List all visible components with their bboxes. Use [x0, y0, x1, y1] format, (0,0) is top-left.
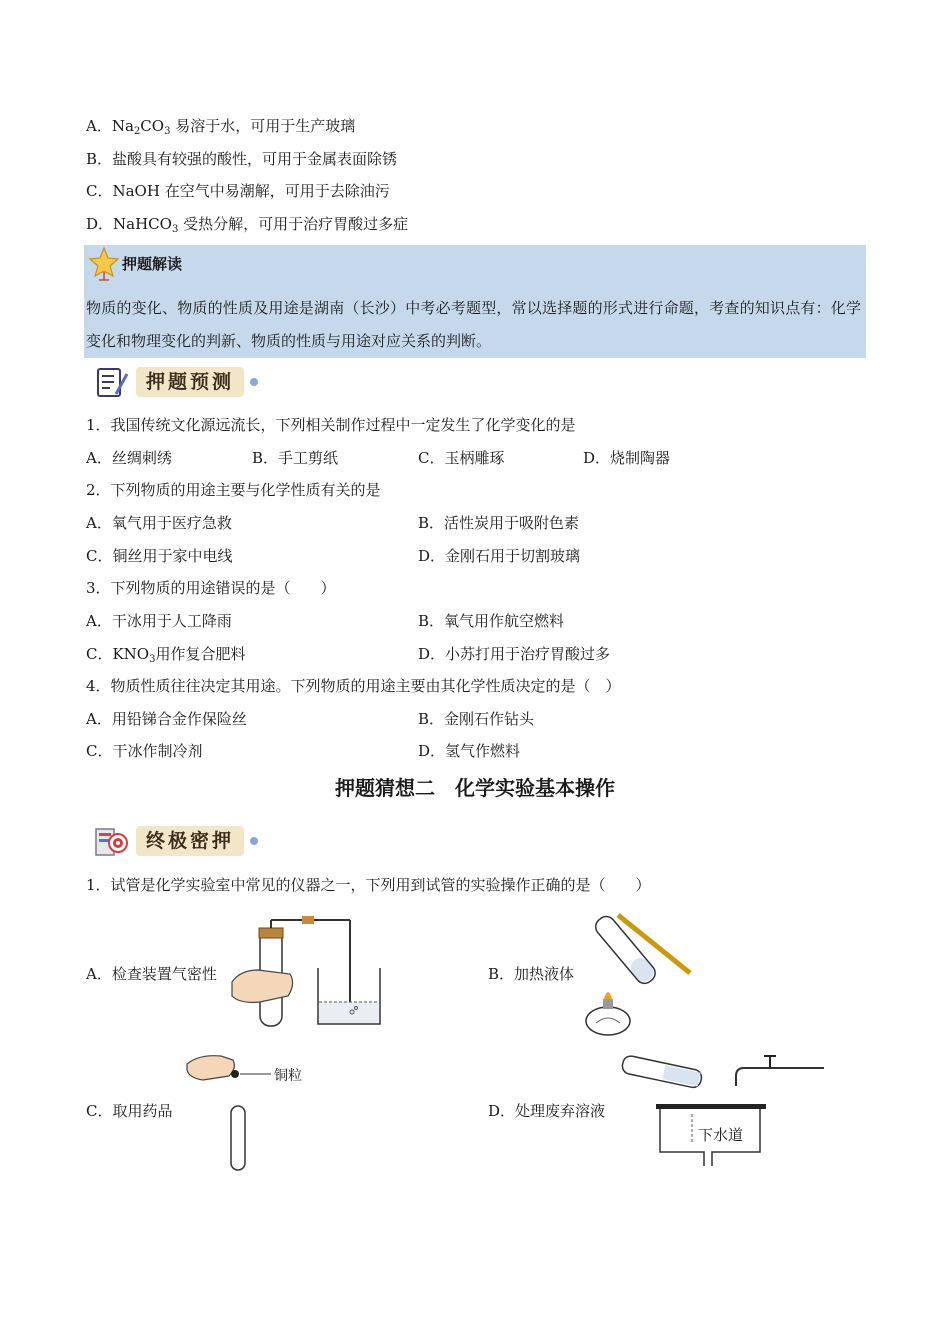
option-a-na2co3: A．$Na_2CO_3$ 易溶于水，可用于生产玻璃 [86, 117, 356, 137]
q4-option-c: C．干冰作制冷剂 [86, 742, 203, 760]
q1-option-a: A．丝绸刺绣 [86, 449, 172, 467]
banner-dot [250, 378, 258, 386]
q1-option-c: C．玉柄雕琢 [418, 449, 505, 467]
q1-option-d: D．烧制陶器 [583, 449, 671, 467]
q3-option-c: C．$KNO_3$用作复合肥料 [86, 645, 246, 665]
q4-option-d: D．氢气作燃料 [418, 742, 521, 760]
final-banner: 终极密押 [136, 826, 244, 856]
final-q1-option-d: D．处理废弃溶液 [488, 1102, 606, 1120]
q2-option-a: A．氧气用于医疗急救 [86, 514, 232, 532]
option-b-hcl: B．盐酸具有较强的酸性，可用于金属表面除锈 [86, 150, 398, 168]
q2-option-c: C．铜丝用于家中电线 [86, 547, 233, 565]
q4-stem: 4．物质性质往往决定其用途。下列物质的用途主要由其化学性质决定的是（ ） [86, 677, 621, 695]
banner-dot [250, 837, 258, 845]
drain-label: 下水道 [698, 1126, 744, 1144]
notepad-icon [94, 364, 130, 400]
q3-option-b: B．氧气用作航空燃料 [418, 612, 565, 630]
q3-stem: 3．下列物质的用途错误的是（ ） [86, 579, 336, 597]
section-heading: 押题猜想二 化学实验基本操作 [335, 776, 615, 800]
final-q1-option-b: B．加热液体 [488, 965, 575, 983]
q3-option-a: A．干冰用于人工降雨 [86, 612, 232, 630]
q3-option-d: D．小苏打用于治疗胃酸过多 [418, 645, 611, 663]
waste-disposal-figure [618, 1052, 828, 1172]
option-c-naoh: C．NaOH 在空气中易潮解，可用于去除油污 [86, 182, 390, 200]
target-icon [94, 823, 130, 859]
predict-banner: 押题预测 [136, 367, 244, 397]
q2-option-d: D．金刚石用于切割玻璃 [418, 547, 581, 565]
q1-option-b: B．手工剪纸 [252, 449, 339, 467]
star-icon [88, 246, 120, 282]
q4-option-b: B．金刚石作钻头 [418, 710, 535, 728]
interpretation-title: 押题解读 [122, 255, 183, 273]
option-d-nahco3: D．NaHCO$_3$ 受热分解，可用于治疗胃酸过多症 [86, 215, 409, 235]
final-q1-option-a: A．检查装置气密性 [86, 965, 217, 983]
q1-stem: 1．我国传统文化源远流长，下列相关制作过程中一定发生了化学变化的是 [86, 416, 576, 434]
heating-liquid-figure [578, 903, 708, 1043]
interpretation-text: 物质的变化、物质的性质及用途是湖南（长沙）中考必考题型，常以选择题的形式进行命题，考查的知识点有：化学变化和物理变化的判新、物质的性质与用途对应关系的判断。 [86, 299, 861, 350]
q4-option-a: A．用铅锑合金作保险丝 [86, 710, 247, 728]
q2-option-b: B．活性炭用于吸附色素 [418, 514, 580, 532]
final-q1-stem: 1．试管是化学实验室中常见的仪器之一，下列用到试管的实验操作正确的是（ ） [86, 876, 651, 894]
final-q1-option-c: C．取用药品 [86, 1102, 173, 1120]
airtightness-figure [230, 912, 390, 1032]
q2-stem: 2．下列物质的用途主要与化学性质有关的是 [86, 481, 381, 499]
taking-reagent-figure [185, 1050, 325, 1175]
copper-label: 铜粒 [274, 1068, 302, 1084]
